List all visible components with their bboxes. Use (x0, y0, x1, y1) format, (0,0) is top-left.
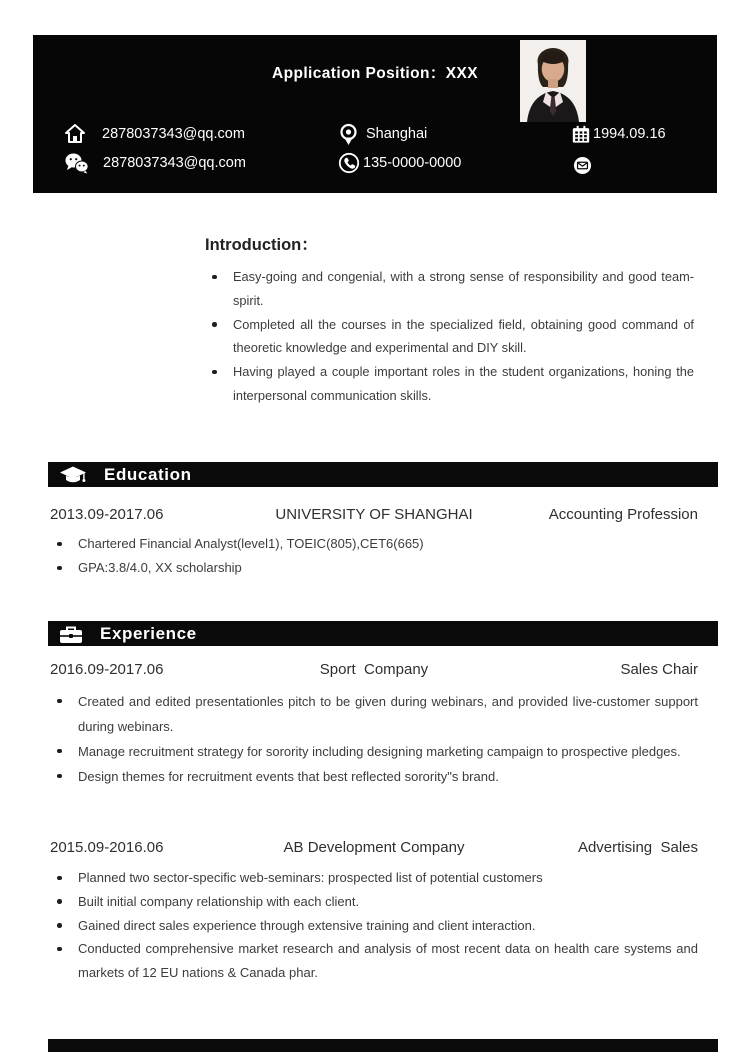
resume-header (33, 35, 717, 193)
experience-period: 2015.09-2016.06 (50, 839, 164, 856)
applicant-photo (520, 40, 586, 122)
experience-bullet: Planned two sector-specific web-seminars: prospected list of potential customers (50, 866, 698, 890)
home-icon (64, 123, 86, 145)
experience-bullet-list (50, 866, 698, 985)
introduction-bullet: Completed all the courses in the specialized field, obtaining good command of theoretic knowledge and experimental and DIY skill. (205, 313, 694, 361)
email-text: 2878037343@qq.com (102, 126, 245, 142)
application-position-title: Application Position：XXX (272, 65, 478, 82)
introduction-bullet: Easy-going and congenial, with a strong sense of responsibility and good team-spirit. (205, 265, 694, 313)
education-major: Accounting Profession (548, 506, 698, 523)
calendar-icon (571, 124, 591, 145)
education-school: UNIVERSITY OF SHANGHAI (275, 506, 473, 523)
experience-company: AB Development Company (283, 839, 465, 856)
phone-icon (338, 152, 360, 174)
cutoff-section-bar (48, 1039, 718, 1052)
introduction-list (205, 265, 694, 408)
experience-bullet: Conducted comprehensive market research and analysis of most recent data on health care systems and markets of 12 EU nations & Canada phar. (50, 937, 698, 985)
contact-email (64, 123, 245, 145)
education-section-header (48, 462, 718, 487)
education-bullet: Chartered Financial Analyst(level1), TOEIC(805),CET6(665) (50, 532, 698, 556)
experience-bullet: Manage recruitment strategy for sorority including designing marketing campaign to prospective pledges. (50, 739, 698, 764)
experience-entry-header (50, 661, 698, 678)
experience-bullet: Design themes for recruitment events that best reflected sorority"s brand. (50, 764, 698, 789)
education-section-label: Education (104, 465, 192, 484)
contact-mail (573, 154, 592, 176)
graduation-cap-icon (58, 465, 88, 485)
location-text: Shanghai (366, 126, 428, 142)
birthday-text: 1994.09.16 (593, 126, 666, 142)
contact-wechat (64, 152, 246, 174)
experience-bullet: Built initial company relationship with each client. (50, 890, 698, 914)
experience-bullet-list (50, 689, 698, 789)
introduction-bullet: Having played a couple important roles in the student organizations, honing the interpersonal communication skills. (205, 360, 694, 408)
education-period: 2013.09-2017.06 (50, 506, 164, 523)
briefcase-icon (58, 623, 84, 644)
contact-birthday (571, 123, 666, 145)
experience-entry-header (50, 839, 698, 856)
contact-location (338, 123, 427, 145)
portrait-illustration (520, 40, 586, 122)
education-bullet: GPA:3.8/4.0, XX scholarship (50, 556, 698, 580)
wechat-text: 2878037343@qq.com (103, 155, 246, 171)
experience-role: Advertising Sales (577, 839, 698, 856)
experience-bullet: Gained direct sales experience through extensive training and client interaction. (50, 914, 698, 938)
experience-section-label: Experience (100, 624, 197, 643)
introduction-heading: Introduction： (205, 236, 318, 254)
experience-company: Sport Company (319, 661, 429, 678)
education-entry-header (50, 506, 698, 523)
experience-role: Sales Chair (620, 661, 698, 678)
experience-bullet: Created and edited presentationles pitch to be given during webinars, and provided live-customer support during webinars. (50, 689, 698, 739)
location-icon (338, 123, 359, 146)
experience-section-header (48, 621, 718, 646)
experience-period: 2016.09-2017.06 (50, 661, 164, 678)
wechat-icon (64, 152, 89, 174)
phone-text: 135-0000-0000 (363, 155, 462, 171)
education-bullet-list (50, 532, 698, 580)
contact-phone (338, 152, 461, 174)
mail-icon (573, 156, 592, 175)
